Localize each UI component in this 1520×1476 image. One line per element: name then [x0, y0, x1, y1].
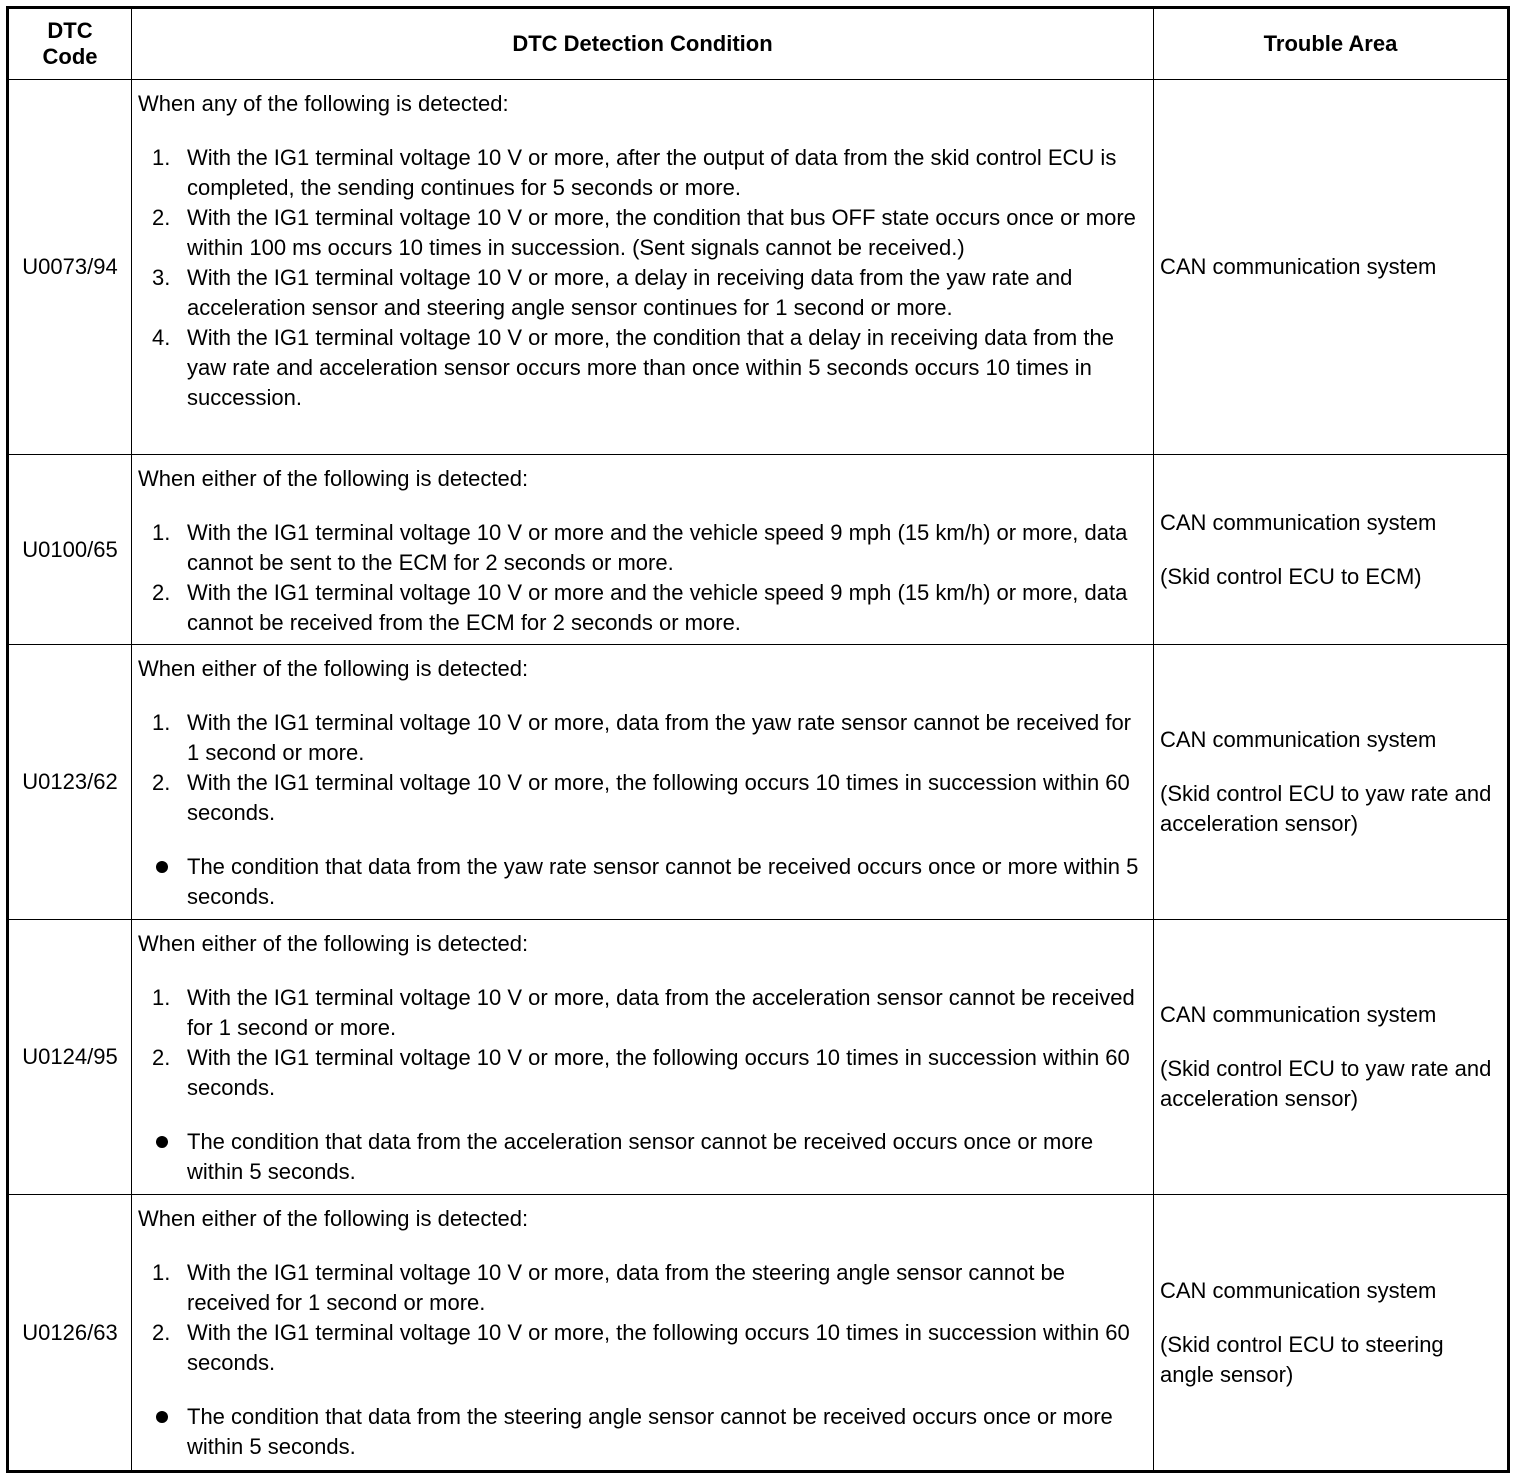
- condition-step: [138, 518, 1147, 578]
- step-number: 4.: [152, 325, 171, 350]
- condition-steps: [138, 983, 1147, 1103]
- step-text: With the IG1 terminal voltage 10 V or more, the condition that a delay in receiving data from the yaw rate and acceleration sensor occurs more than once within 5 seconds occurs 10 times in succession.: [187, 325, 1114, 410]
- header-row: [8, 8, 1509, 80]
- trouble-area-line: CAN communication system: [1160, 254, 1437, 279]
- table-row: [8, 920, 1509, 1195]
- dtc-code-cell: U0123/62: [8, 645, 132, 920]
- step-number: 1.: [152, 520, 171, 545]
- step-text: With the IG1 terminal voltage 10 V or more, after the output of data from the skid control ECU is completed, the sending continues for 5 seconds or more.: [187, 145, 1117, 200]
- header-trouble-area: Trouble Area: [1154, 8, 1509, 80]
- step-text: With the IG1 terminal voltage 10 V or more, a delay in receiving data from the yaw rate and acceleration sensor and steering angle sensor continues for 1 second or more.: [187, 265, 1073, 320]
- condition-step: [138, 983, 1147, 1043]
- condition-step: [138, 1318, 1147, 1378]
- header-dtc-code: DTC Code: [8, 8, 132, 80]
- trouble-area-line: CAN communication system: [1160, 509, 1437, 535]
- trouble-area-line: (Skid control ECU to yaw rate and acceleration sensor): [1160, 781, 1492, 836]
- table-row: [8, 1195, 1509, 1472]
- bullet-dot-icon: [156, 1136, 168, 1148]
- step-text: With the IG1 terminal voltage 10 V or more, the condition that bus OFF state occurs once or more within 100 ms occurs 10 times in succession. (Sent signals cannot be received.): [187, 205, 1136, 260]
- step-text: With the IG1 terminal voltage 10 V or more and the vehicle speed 9 mph (15 km/h) or more, data cannot be sent to the ECM for 2 seconds or more.: [187, 520, 1128, 575]
- header-detection-condition: DTC Detection Condition: [132, 8, 1154, 80]
- condition-steps: [138, 708, 1147, 828]
- condition-bullet: [138, 1402, 1147, 1462]
- dtc-table: [6, 6, 1510, 1473]
- trouble-area-cell: [1154, 1195, 1509, 1472]
- step-number: 2.: [152, 770, 171, 795]
- condition-step: [138, 578, 1147, 638]
- bullet-text: The condition that data from the acceleration sensor cannot be received occurs once or more within 5 seconds.: [187, 1129, 1094, 1184]
- condition-step: [138, 1043, 1147, 1103]
- condition-bullet: [138, 1127, 1147, 1187]
- condition-step: [138, 263, 1147, 323]
- trouble-area-cell: [1154, 455, 1509, 645]
- condition-steps: [138, 143, 1147, 413]
- dtc-code-cell: U0126/63: [8, 1195, 132, 1472]
- condition-bullet: [138, 852, 1147, 912]
- table-body: [8, 80, 1509, 1472]
- detection-condition-cell: [132, 455, 1154, 645]
- dtc-code-cell: U0073/94: [8, 80, 132, 455]
- condition-intro: When either of the following is detected:: [138, 466, 529, 491]
- detection-condition-cell: [132, 920, 1154, 1195]
- trouble-area-line: (Skid control ECU to yaw rate and acceleration sensor): [1160, 1056, 1492, 1111]
- trouble-area-line: CAN communication system: [1160, 1277, 1437, 1303]
- step-text: With the IG1 terminal voltage 10 V or more, data from the acceleration sensor cannot be received for 1 second or more.: [187, 985, 1135, 1040]
- dtc-code-cell: U0124/95: [8, 920, 132, 1195]
- condition-step: [138, 708, 1147, 768]
- bullet-text: The condition that data from the yaw rate sensor cannot be received occurs once or more within 5 seconds.: [187, 854, 1139, 909]
- step-text: With the IG1 terminal voltage 10 V or more, data from the steering angle sensor cannot be received for 1 second or more.: [187, 1260, 1066, 1315]
- detection-condition-cell: [132, 645, 1154, 920]
- trouble-area-line: CAN communication system: [1160, 727, 1437, 752]
- trouble-area-cell: [1154, 80, 1509, 455]
- step-number: 1.: [152, 985, 171, 1010]
- step-text: With the IG1 terminal voltage 10 V or more, the following occurs 10 times in succession within 60 seconds.: [187, 1320, 1130, 1375]
- step-text: With the IG1 terminal voltage 10 V or more and the vehicle speed 9 mph (15 km/h) or more, data cannot be received from the ECM for 2 seconds or more.: [187, 580, 1128, 635]
- table-row: [8, 455, 1509, 645]
- trouble-area-line: (Skid control ECU to ECM): [1160, 563, 1422, 589]
- trouble-area-line: CAN communication system: [1160, 1002, 1437, 1027]
- step-text: With the IG1 terminal voltage 10 V or more, the following occurs 10 times in succession within 60 seconds.: [187, 770, 1130, 825]
- step-number: 1.: [152, 145, 171, 170]
- condition-intro: When either of the following is detected:: [138, 1206, 529, 1231]
- step-number: 2.: [152, 1320, 171, 1345]
- condition-steps: [138, 1258, 1147, 1378]
- step-number: 2.: [152, 1045, 171, 1070]
- step-number: 1.: [152, 710, 171, 735]
- dtc-code-cell: U0100/65: [8, 455, 132, 645]
- step-number: 2.: [152, 205, 171, 230]
- condition-intro: When either of the following is detected:: [138, 931, 529, 956]
- condition-step: [138, 1258, 1147, 1318]
- step-number: 1.: [152, 1260, 171, 1285]
- condition-step: [138, 768, 1147, 828]
- detection-condition-cell: [132, 1195, 1154, 1472]
- bullet-dot-icon: [156, 861, 168, 873]
- bullet-text: The condition that data from the steering angle sensor cannot be received occurs once or more within 5 seconds.: [187, 1404, 1113, 1459]
- condition-step: [138, 143, 1147, 203]
- table-row: [8, 645, 1509, 920]
- step-text: With the IG1 terminal voltage 10 V or more, the following occurs 10 times in succession within 60 seconds.: [187, 1045, 1130, 1100]
- detection-condition-cell: [132, 80, 1154, 455]
- bullet-dot-icon: [156, 1411, 168, 1423]
- table-row: [8, 80, 1509, 455]
- trouble-area-cell: [1154, 920, 1509, 1195]
- condition-intro: When either of the following is detected:: [138, 656, 529, 681]
- condition-steps: [138, 518, 1147, 638]
- condition-intro: When any of the following is detected:: [138, 91, 509, 116]
- trouble-area-cell: [1154, 645, 1509, 920]
- step-text: With the IG1 terminal voltage 10 V or more, data from the yaw rate sensor cannot be received for 1 second or more.: [187, 710, 1132, 765]
- step-number: 2.: [152, 580, 171, 605]
- condition-step: [138, 323, 1147, 413]
- step-number: 3.: [152, 265, 171, 290]
- trouble-area-line: (Skid control ECU to steering angle sensor): [1160, 1331, 1444, 1387]
- condition-step: [138, 203, 1147, 263]
